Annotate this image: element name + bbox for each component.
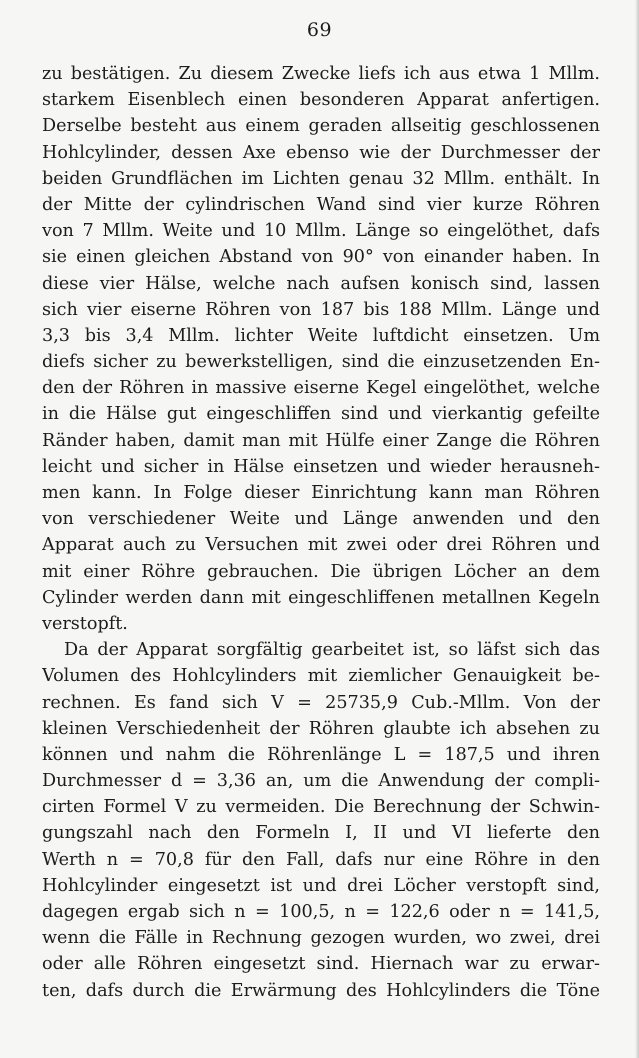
text-line: diefs sicher zu bewerkstelligen, sind die einzusetzenden En- [42, 352, 600, 373]
text-line: oder alle Röhren eingesetzt sind. Hiernach war zu erwar- [42, 954, 600, 975]
text-line: Apparat auch zu Versuchen mit zwei oder drei Röhren und [42, 535, 600, 556]
text-line: beiden Grundflächen im Lichten genau 32 Mllm. enthält. In [42, 168, 600, 189]
text-line: in die Hälse gut eingeschliffen sind und vierkantig gefeilte [42, 404, 600, 425]
text-line: ten, dafs durch die Erwärmung des Hohlcylinders die Töne [42, 980, 600, 1001]
text-line: zu bestätigen. Zu diesem Zwecke liefs ich aus etwa 1 Mllm. [42, 64, 600, 84]
text-line: Derselbe besteht aus einem geraden allseitig geschlossenen [42, 116, 600, 137]
body-text [42, 61, 600, 1004]
text-line: Hohlcylinder, dessen Axe ebenso wie der Durchmesser der [42, 142, 600, 163]
text-line: Werth n = 70,8 für den Fall, dafs nur eine Röhre in den [42, 849, 600, 870]
text-line: Volumen des Hohlcylinders mit ziemlicher Genauigkeit be- [42, 666, 600, 687]
text-line: wenn die Fälle in Rechnung gezogen wurden, wo zwei, drei [42, 928, 600, 949]
text-line: der Mitte der cylindrischen Wand sind vier kurze Röhren [42, 194, 600, 215]
text-line: Ränder haben, damit man mit Hülfe einer Zange die Röhren [42, 430, 600, 451]
text-line: gungszahl nach den Formeln I, II und VI lieferte den [42, 823, 600, 844]
text-line: 3,3 bis 3,4 Mllm. lichter Weite luftdicht einsetzen. Um [42, 325, 600, 346]
text-line: cirten Formel V zu vermeiden. Die Berechnung der Schwin- [42, 797, 600, 818]
paragraph-1 [42, 61, 600, 637]
paragraph-2 [42, 637, 600, 1004]
text-line: Hohlcylinder eingesetzt ist und drei Löcher verstopft sind, [42, 875, 600, 896]
text-line: von 7 Mllm. Weite und 10 Mllm. Länge so eingelöthet, dafs [42, 221, 600, 242]
text-line: rechnen. Es fand sich V = 25735,9 Cub.-Mllm. Von der [42, 692, 600, 713]
text-line: mit einer Röhre gebrauchen. Die übrigen Löcher an dem [42, 561, 600, 582]
text-line: Da der Apparat sorgfältig gearbeitet ist, so läfst sich das [64, 640, 600, 661]
text-line: kleinen Verschiedenheit der Röhren glaubte ich absehen zu [42, 718, 600, 739]
text-line: Durchmesser d = 3,36 an, um die Anwendung der compli- [42, 771, 600, 792]
text-line: sie einen gleichen Abstand von 90° von einander haben. In [42, 247, 600, 268]
text-line: diese vier Hälse, welche nach aufsen konisch sind, lassen [42, 273, 600, 294]
page-number: 69 [306, 19, 333, 41]
text-line: verstopft. [42, 613, 128, 634]
text-line: den der Röhren in massive eiserne Kegel eingelöthet, welche [42, 378, 600, 399]
text-line: men kann. In Folge dieser Einrichtung kann man Röhren [42, 483, 600, 503]
text-line: Cylinder werden dann mit eingeschliffenen metallnen Kegeln [42, 587, 600, 608]
text-line: dagegen ergab sich n = 100,5, n = 122,6 oder n = 141,5, [42, 902, 600, 922]
text-line: leicht und sicher in Hälse einsetzen und wieder herausneh- [42, 456, 600, 477]
page-edge-shadow [635, 0, 639, 1058]
text-line: von verschiedener Weite und Länge anwenden und den [42, 509, 600, 530]
text-line: sich vier eiserne Röhren von 187 bis 188 Mllm. Länge und [42, 299, 600, 320]
text-line: können und nahm die Röhrenlänge L = 187,5 und ihren [42, 744, 600, 765]
text-line: starkem Eisenblech einen besonderen Apparat anfertigen. [42, 90, 600, 111]
